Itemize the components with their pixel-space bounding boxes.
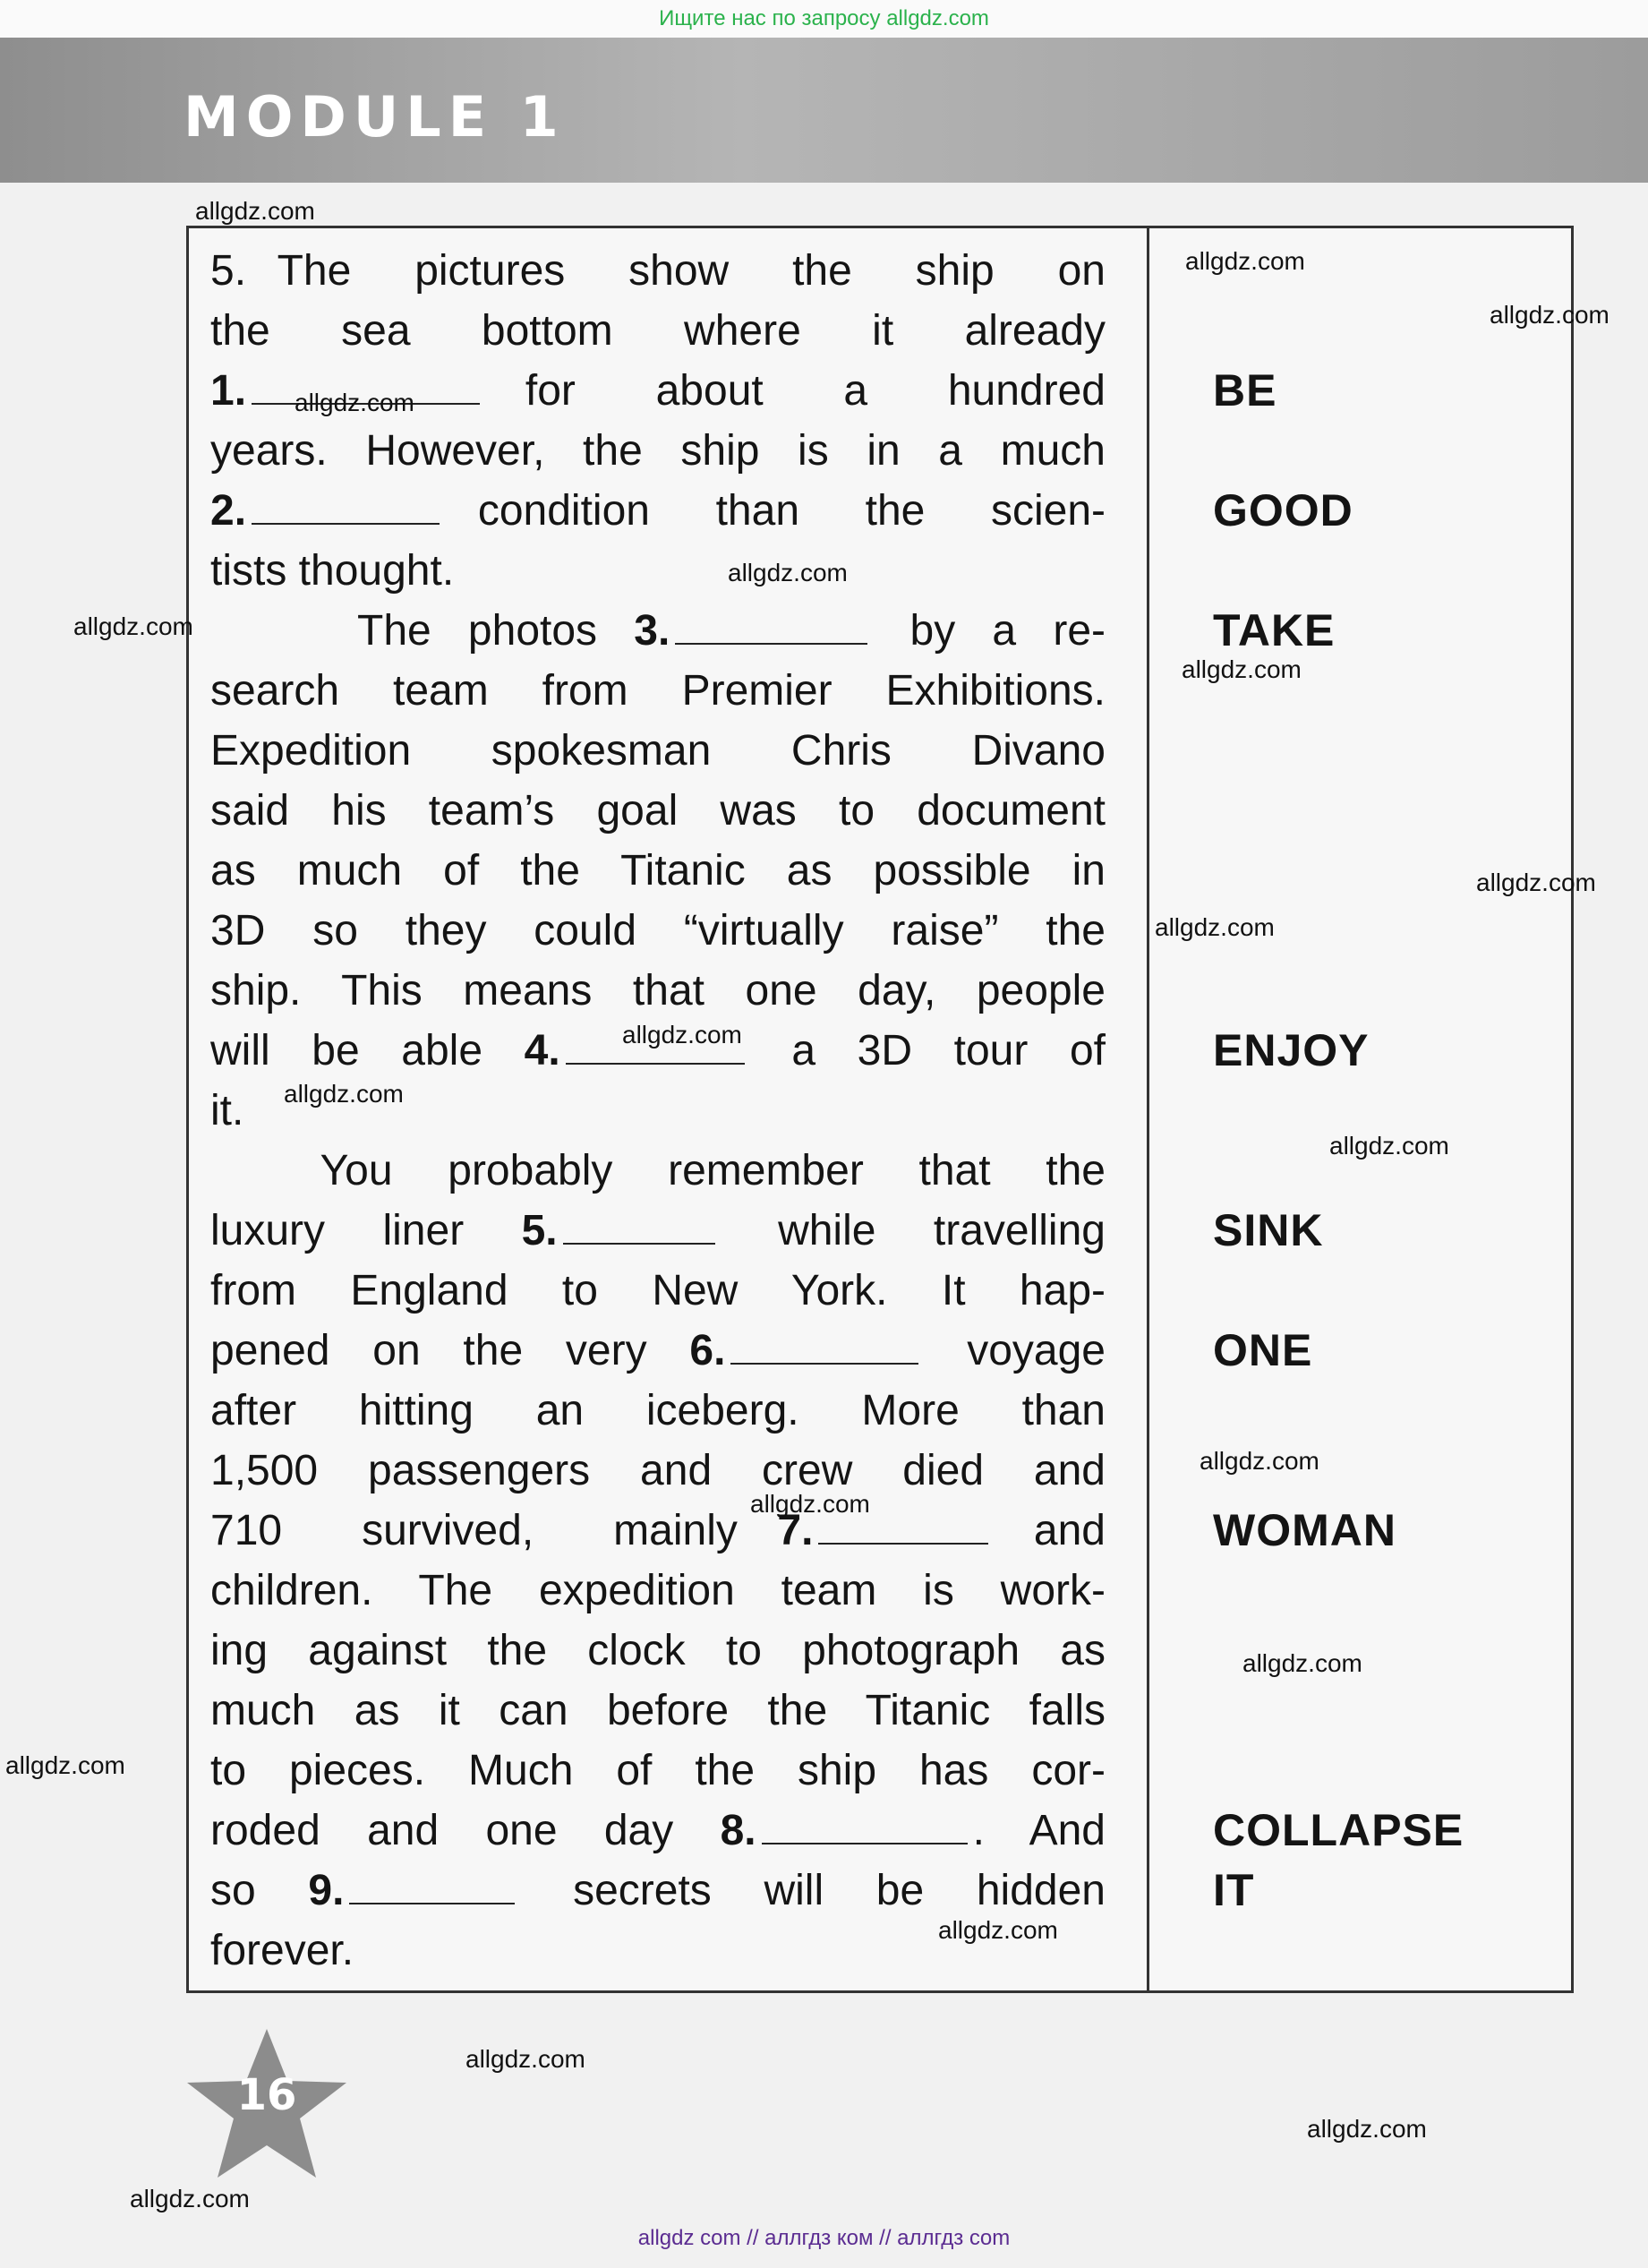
- text-fragment: and: [994, 1507, 1106, 1554]
- text-line: [210, 481, 1106, 541]
- text-line: You probably remember that the: [210, 1147, 1106, 1194]
- word-good: GOOD: [1213, 485, 1353, 535]
- text-fragment: while travelling: [720, 1207, 1106, 1254]
- watermark: allgdz.com: [1185, 247, 1305, 275]
- text-fragment: roded and one day: [210, 1807, 721, 1854]
- text-fragment: . And: [972, 1807, 1106, 1854]
- word-be: BE: [1213, 365, 1277, 415]
- watermark: allgdz.com: [1155, 913, 1275, 941]
- text-line: ship. This means that one day, people: [210, 967, 1106, 1014]
- exercise-table: [186, 226, 1574, 1993]
- gap-number: 7.: [777, 1507, 814, 1554]
- word-enjoy: ENJOY: [1213, 1025, 1370, 1075]
- text-line: from England to New York. It hap-: [210, 1267, 1106, 1314]
- watermark: allgdz.com: [1307, 2115, 1427, 2143]
- text-line: ing against the clock to photograph as: [210, 1627, 1106, 1674]
- gap-number: 5.: [521, 1207, 558, 1254]
- text-fragment: condition than the scien-: [445, 487, 1106, 535]
- top-note: Ищите нас по запросу allgdz.com: [0, 0, 1648, 38]
- watermark: allgdz.com: [622, 1021, 742, 1048]
- text-line: [210, 601, 1106, 661]
- gap-number: 3.: [634, 607, 670, 655]
- text-fragment: secrets will be hidden: [520, 1867, 1106, 1914]
- text-line: [210, 1501, 1106, 1561]
- watermark: allgdz.com: [195, 197, 315, 225]
- watermark: allgdz.com: [1242, 1649, 1362, 1677]
- word-one: ONE: [1213, 1325, 1313, 1375]
- text-line: years. However, the ship is in a much: [210, 427, 1106, 475]
- text-fragment: luxury liner: [210, 1207, 522, 1254]
- watermark: allgdz.com: [5, 1751, 125, 1779]
- answer-gap: [730, 1363, 918, 1365]
- text-line: to pieces. Much of the ship has cor-: [210, 1747, 1106, 1794]
- text-fragment: by a re-: [873, 607, 1106, 655]
- gap-number: 4.: [524, 1027, 560, 1074]
- text-line: tists thought.: [210, 547, 455, 595]
- answer-gap: [252, 523, 440, 525]
- watermark: allgdz.com: [130, 2185, 250, 2212]
- watermark: allgdz.com: [1490, 301, 1610, 329]
- watermark: allgdz.com: [1329, 1132, 1449, 1160]
- answer-gap: [818, 1543, 988, 1545]
- text-line: forever.: [210, 1927, 354, 1974]
- text-fragment: 710 survived, mainly: [210, 1507, 778, 1554]
- word-sink: SINK: [1213, 1205, 1324, 1255]
- text-fragment: will be able: [210, 1027, 525, 1074]
- watermark: allgdz.com: [1200, 1447, 1319, 1475]
- text-line: it.: [210, 1087, 244, 1134]
- word-woman: WOMAN: [1213, 1505, 1396, 1555]
- word-collapse: COLLAPSE: [1213, 1805, 1464, 1855]
- watermark: allgdz.com: [750, 1490, 870, 1518]
- text-fragment: pened on the very: [210, 1327, 690, 1374]
- watermark: allgdz.com: [73, 612, 193, 640]
- answer-gap: [675, 643, 867, 645]
- answer-gap: [563, 1243, 715, 1245]
- module-banner: [0, 38, 1648, 183]
- text-line: [210, 1861, 1106, 1921]
- gap-number: 2.: [210, 487, 247, 535]
- text-line: [210, 1321, 1106, 1381]
- answer-gap: [762, 1843, 968, 1844]
- word-it: IT: [1213, 1865, 1255, 1915]
- text-line: 3D so they could “virtually raise” the: [210, 907, 1106, 954]
- text-line: 5. The pictures show the ship on: [210, 247, 1106, 295]
- text-line: [210, 1801, 1106, 1861]
- watermark: allgdz.com: [465, 2045, 585, 2073]
- text-line: [210, 1201, 1106, 1261]
- page-number: 16: [236, 2070, 297, 2120]
- text-fragment: a 3D tour of: [749, 1027, 1106, 1074]
- watermark: allgdz.com: [938, 1916, 1058, 1944]
- text-line: 1,500 passengers and crew died and: [210, 1447, 1106, 1494]
- watermark: allgdz.com: [1182, 655, 1302, 683]
- bottom-note: allgdz com // аллгдз ком // аллгдз com: [637, 2226, 1011, 2250]
- text-fragment: so: [210, 1867, 309, 1914]
- gap-number: 8.: [720, 1807, 756, 1854]
- gap-number: 6.: [689, 1327, 726, 1374]
- watermark: allgdz.com: [728, 559, 848, 586]
- text-line: Expedition spokesman Chris Divano: [210, 727, 1106, 775]
- word-take: TAKE: [1213, 605, 1336, 655]
- text-line: children. The expedition team is work-: [210, 1567, 1106, 1614]
- module-title: MODULE 1: [184, 84, 566, 150]
- column-divider: [1147, 228, 1149, 1990]
- gap-number: 9.: [308, 1867, 345, 1914]
- watermark: allgdz.com: [284, 1080, 404, 1108]
- text-fragment: voyage: [924, 1327, 1106, 1374]
- text-line: said his team’s goal was to document: [210, 787, 1106, 834]
- gap-number: 1.: [210, 367, 247, 415]
- text-line: as much of the Titanic as possible in: [210, 847, 1106, 894]
- watermark: allgdz.com: [1476, 869, 1596, 896]
- text-fragment: for about a hundred: [485, 367, 1106, 415]
- watermark: allgdz.com: [295, 389, 414, 416]
- text-fragment: The photos: [210, 607, 635, 655]
- text-line: much as it can before the Titanic falls: [210, 1687, 1106, 1734]
- answer-gap: [349, 1903, 515, 1904]
- text-line: after hitting an iceberg. More than: [210, 1387, 1106, 1434]
- answer-gap: [566, 1063, 745, 1065]
- text-line: the sea bottom where it already: [210, 307, 1106, 355]
- text-line: search team from Premier Exhibitions.: [210, 667, 1106, 715]
